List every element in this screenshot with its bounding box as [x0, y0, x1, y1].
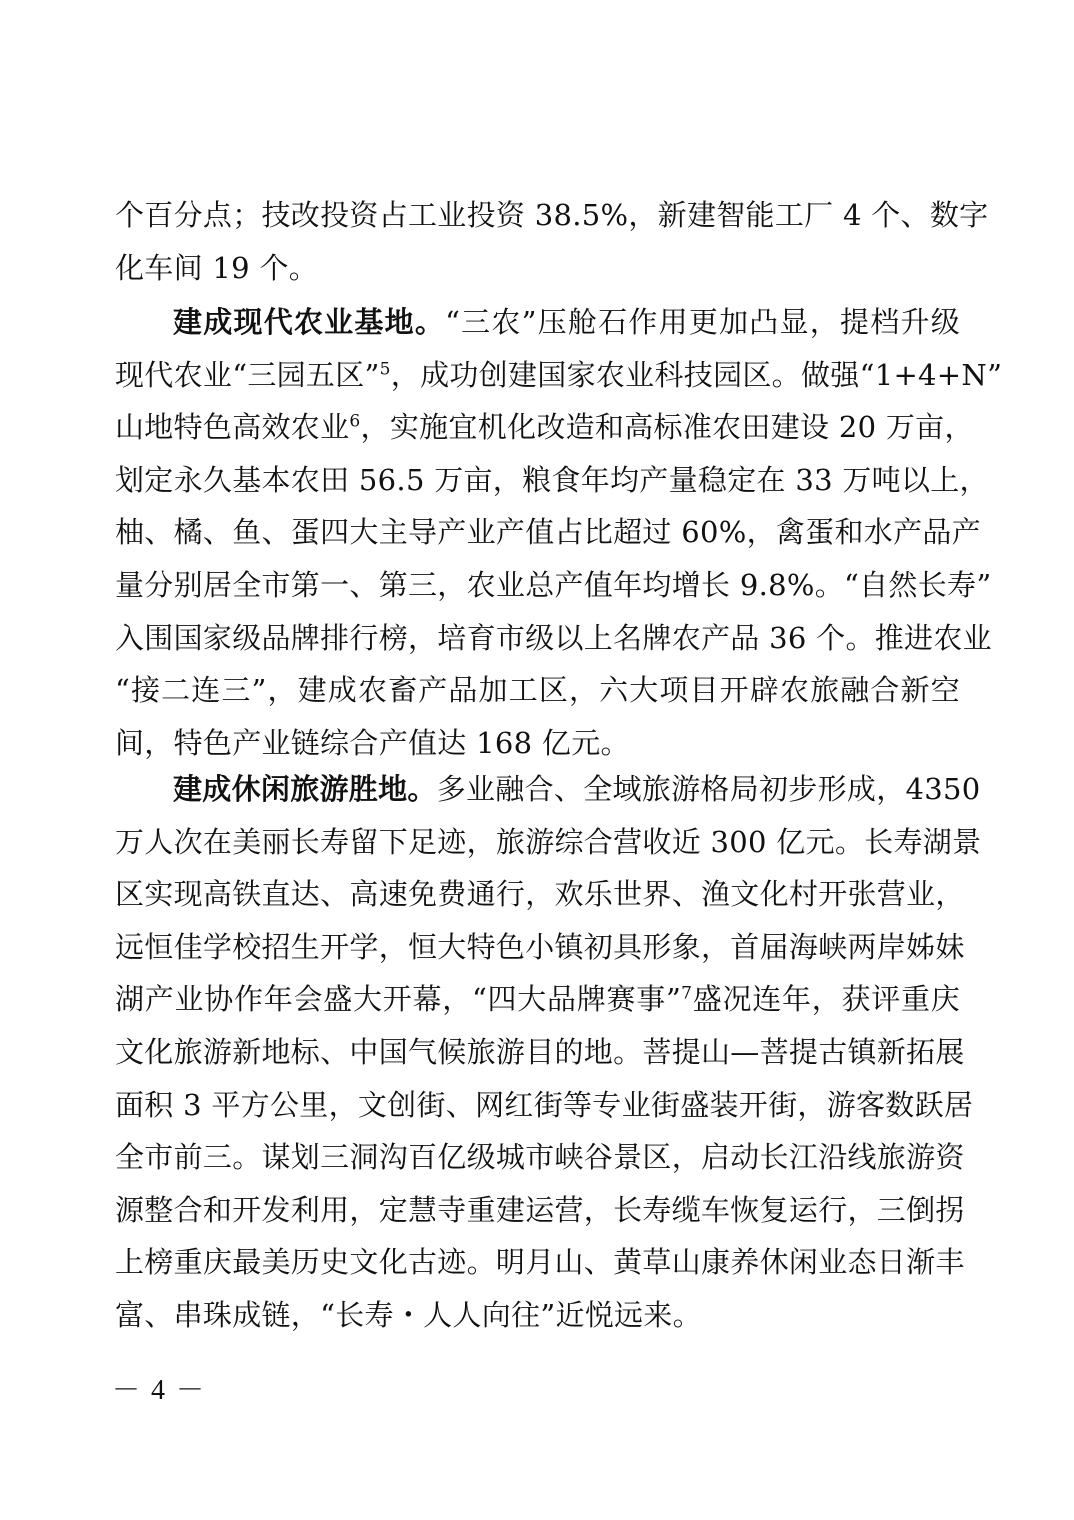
text-run: ，实施宜机化改造和高标准农田建设 20 万亩， — [360, 410, 974, 445]
text-line: 富、串珠成链，“长寿・人人向往”近悦远来。 — [115, 1297, 702, 1332]
text-line — [115, 973, 960, 1026]
paragraph-modern-agriculture — [115, 296, 1003, 769]
section-heading: 建成现代农业基地。 — [173, 305, 446, 339]
footnote-marker: 6 — [349, 411, 361, 432]
text-run: “三农”压舱石作用更加凸显，提档升级 — [445, 305, 960, 339]
text-line: 上榜重庆最美历史文化古迹。明月山、黄草山康养休闲业态日渐丰 — [115, 1245, 965, 1280]
text-run: 现代农业“三园五区” — [115, 357, 380, 392]
text-line: 柚、橘、鱼、蛋四大主导产业产值占比超过 60%，禽蛋和水产品产 — [115, 515, 981, 550]
text-line: 化车间 19 个。 — [115, 250, 319, 285]
text-line — [115, 763, 981, 816]
text-run: 盛况连年，获评重庆 — [692, 982, 961, 1017]
text-line — [115, 349, 1003, 402]
page-number: － 4 － — [112, 1375, 207, 1406]
text-line: 全市前三。谋划三洞沟百亿级城市峡谷景区，启动长江沿线旅游资 — [115, 1140, 965, 1175]
text-line: 面积 3 平方公里，文创街、网红街等专业街盛装开街，游客数跃居 — [115, 1087, 974, 1122]
footnote-marker: 5 — [379, 358, 391, 379]
text-line: 文化旅游新地标、中国气候旅游目的地。菩提山—菩提古镇新拓展 — [115, 1034, 965, 1069]
text-line: 源整合和开发利用，定慧寺重建运营，长寿缆车恢复运行，三倒拐 — [115, 1192, 965, 1227]
text-line: “接二连三”，建成农畜产品加工区，六大项目开辟农旅融合新空 — [115, 673, 960, 708]
footnote-marker: 7 — [681, 983, 693, 1004]
paragraph-leisure-tourism — [115, 763, 982, 1342]
text-run: ，成功创建国家农业科技园区。做强“1+4+N” — [390, 357, 1003, 392]
paragraph-industry-continuation — [115, 189, 989, 294]
text-line: 划定永久基本农田 56.5 万亩，粮食年均产量稳定在 33 万吨以上， — [115, 462, 989, 497]
text-line: 量分别居全市第一、第三，农业总产值年均增长 9.8%。“自然长寿” — [115, 567, 992, 602]
text-line: 万人次在美丽长寿留下足迹，旅游综合营收近 300 亿元。长寿湖景 — [115, 824, 982, 859]
text-line: 个百分点；技改投资占工业投资 38.5%，新建智能工厂 4 个、数字 — [115, 198, 989, 232]
text-line: 区实现高铁直达、高速免费通行，欢乐世界、渔文化村开张营业， — [115, 877, 965, 912]
text-run: 湖产业协作年会盛大开幕，“四大品牌赛事” — [115, 982, 682, 1017]
text-line — [115, 296, 960, 349]
text-line: 间，特色产业链综合产值达 168 亿元。 — [115, 725, 630, 760]
text-line: 远恒佳学校招生开学，恒大特色小镇初具形象，首届海峡两岸姊妹 — [115, 929, 965, 964]
section-heading: 建成休闲旅游胜地。 — [173, 772, 437, 806]
text-line — [115, 401, 974, 454]
text-run: 多业融合、全域旅游格局初步形成，4350 — [436, 772, 981, 806]
text-run: 山地特色高效农业 — [115, 410, 350, 445]
text-line: 入围国家级品牌排行榜，培育市级以上名牌农产品 36 个。推进农业 — [115, 620, 992, 655]
